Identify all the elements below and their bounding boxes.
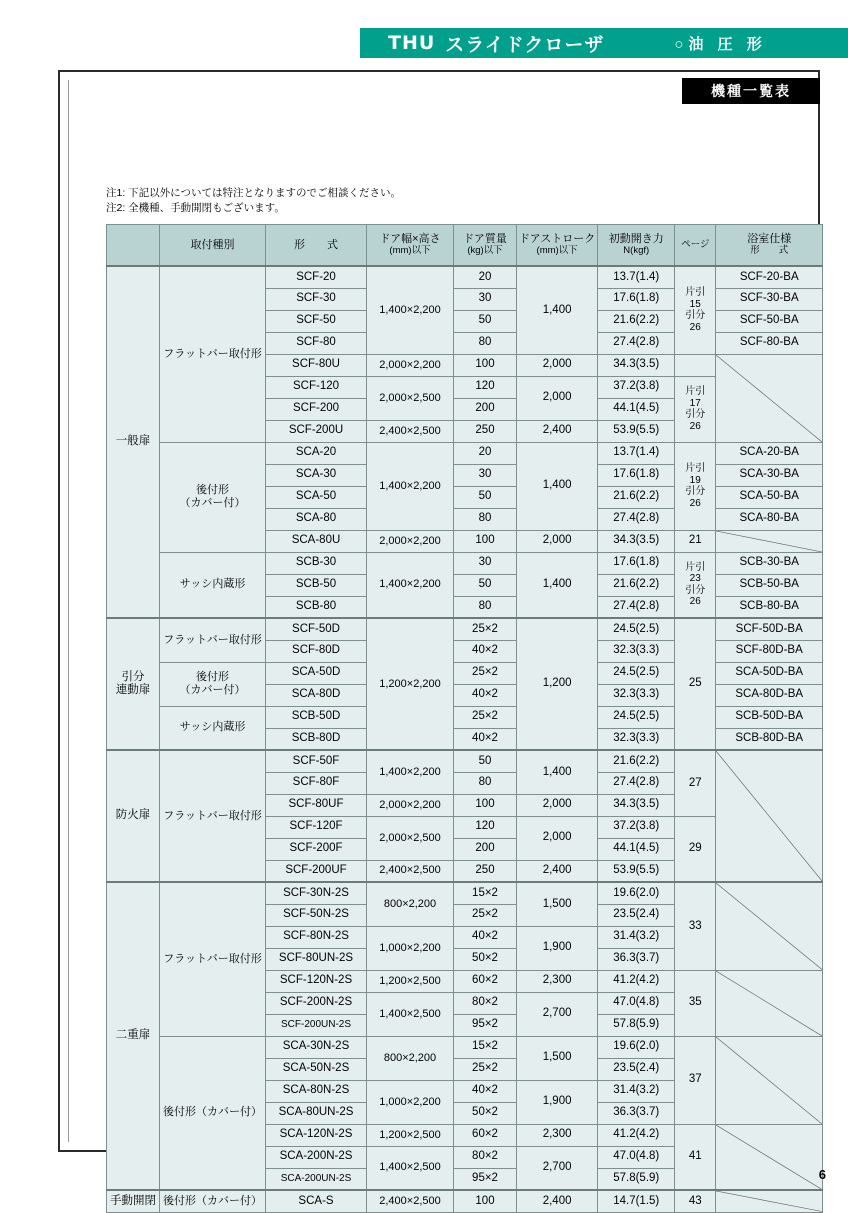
opening-force-value: 32.3(3.3) — [598, 684, 675, 706]
opening-force-value: 57.8(5.9) — [598, 1168, 675, 1190]
model-code: SCF-200 — [266, 398, 367, 420]
model-code: SCF-80 — [266, 332, 367, 354]
door-stroke-value: 1,400 — [517, 266, 598, 354]
page-reference: 35 — [675, 970, 716, 1036]
table-row — [107, 618, 823, 640]
model-code: SCA-30N-2S — [266, 1036, 367, 1058]
door-size-value: 1,400×2,200 — [367, 442, 454, 530]
opening-force-value: 21.6(2.2) — [598, 750, 675, 772]
bath-spec-model: SCF-30-BA — [716, 288, 823, 310]
model-code: SCA-30 — [266, 464, 367, 486]
mount-type-label: 後付形 （カバー付） — [160, 442, 266, 552]
opening-force-value: 44.1(4.5) — [598, 398, 675, 420]
model-code: SCA-50N-2S — [266, 1058, 367, 1080]
bath-spec-model: SCB-50-BA — [716, 574, 823, 596]
hydraulic-type-label: ○油 圧 形 — [674, 35, 767, 53]
bath-spec-model: SCF-80D-BA — [716, 640, 823, 662]
door-size-value: 2,000×2,200 — [367, 794, 454, 816]
door-size-value: 1,400×2,200 — [367, 750, 454, 794]
opening-force-value: 24.5(2.5) — [598, 706, 675, 728]
bath-spec-model: SCA-50D-BA — [716, 662, 823, 684]
door-size-value: 1,200×2,500 — [367, 1124, 454, 1146]
opening-force-value: 13.7(1.4) — [598, 266, 675, 288]
door-size-value: 1,000×2,200 — [367, 1080, 454, 1124]
page-reference: 37 — [675, 1036, 716, 1124]
page-reference: 27 — [675, 750, 716, 816]
door-mass-value: 25×2 — [454, 1058, 517, 1080]
door-mass-value: 25×2 — [454, 662, 517, 684]
header-door-size-main: ドア幅×高さ — [379, 233, 441, 246]
door-mass-value: 95×2 — [454, 1014, 517, 1036]
header-stroke — [517, 225, 598, 267]
table-row — [107, 750, 823, 772]
page-reference: 29 — [675, 816, 716, 882]
mount-type-label: 後付形（カバー付） — [160, 1190, 266, 1212]
door-size-value: 2,000×2,200 — [367, 354, 454, 376]
model-code: SCA-50D — [266, 662, 367, 684]
table-row — [107, 1036, 823, 1058]
bath-spec-model: SCF-20-BA — [716, 266, 823, 288]
header-force-sub: N(kgf) — [623, 244, 650, 256]
model-code: SCF-50N-2S — [266, 904, 367, 926]
door-size-value: 2,000×2,200 — [367, 530, 454, 552]
header-stroke-main: ドアストローク — [519, 233, 596, 246]
header-bath-sub: 形 式 — [750, 244, 789, 256]
door-mass-value: 25×2 — [454, 618, 517, 640]
page-reference: 21 — [675, 530, 716, 552]
header-stroke-sub: (mm)以下 — [536, 244, 578, 256]
model-code: SCF-50F — [266, 750, 367, 772]
door-size-value: 2,400×2,500 — [367, 860, 454, 882]
model-code: SCF-80N-2S — [266, 926, 367, 948]
opening-force-value: 27.4(2.8) — [598, 596, 675, 618]
bath-spec-not-available — [716, 882, 823, 970]
brand-banner — [360, 28, 848, 58]
door-mass-value: 50 — [454, 310, 517, 332]
opening-force-value: 23.5(2.4) — [598, 1058, 675, 1080]
door-mass-value: 40×2 — [454, 728, 517, 750]
model-code: SCB-50D — [266, 706, 367, 728]
header-force — [598, 225, 675, 267]
opening-force-value: 17.6(1.8) — [598, 288, 675, 310]
header-door-mass-main: ドア質量 — [463, 233, 507, 246]
opening-force-value: 41.2(4.2) — [598, 970, 675, 992]
bath-spec-not-available — [716, 750, 823, 882]
door-size-value: 1,400×2,500 — [367, 992, 454, 1036]
model-code: SCF-120 — [266, 376, 367, 398]
thu-logo: THU — [388, 32, 436, 54]
bath-spec-model: SCB-80-BA — [716, 596, 823, 618]
page-reference: 片引 19 引分 26 — [675, 442, 716, 530]
door-mass-value: 120 — [454, 816, 517, 838]
model-code: SCA-S — [266, 1190, 367, 1212]
page-number: 6 — [818, 1167, 826, 1182]
opening-force-value: 27.4(2.8) — [598, 332, 675, 354]
model-code: SCA-80D — [266, 684, 367, 706]
opening-force-value: 53.9(5.5) — [598, 420, 675, 442]
door-stroke-value: 1,400 — [517, 442, 598, 530]
opening-force-value: 21.6(2.2) — [598, 574, 675, 596]
door-mass-value: 80 — [454, 772, 517, 794]
category-label: 二重扉 — [107, 882, 160, 1190]
door-mass-value: 60×2 — [454, 1124, 517, 1146]
mount-type-label: 後付形 （カバー付） — [160, 662, 266, 706]
opening-force-value: 19.6(2.0) — [598, 1036, 675, 1058]
bath-spec-model: SCA-30-BA — [716, 464, 823, 486]
door-stroke-value: 2,400 — [517, 1190, 598, 1212]
door-mass-value: 50 — [454, 486, 517, 508]
door-stroke-value: 1,200 — [517, 618, 598, 750]
door-mass-value: 40×2 — [454, 684, 517, 706]
door-stroke-value: 2,000 — [517, 530, 598, 552]
bath-spec-model: SCA-80-BA — [716, 508, 823, 530]
door-mass-value: 80 — [454, 596, 517, 618]
door-mass-value: 80×2 — [454, 1146, 517, 1168]
table-row — [107, 662, 823, 684]
opening-force-value: 34.3(3.5) — [598, 530, 675, 552]
table-row — [107, 552, 823, 574]
page-reference: 33 — [675, 882, 716, 970]
table-row — [107, 266, 823, 288]
door-size-value: 800×2,200 — [367, 1036, 454, 1080]
table-row — [107, 442, 823, 464]
opening-force-value: 23.5(2.4) — [598, 904, 675, 926]
door-stroke-value: 2,000 — [517, 376, 598, 420]
model-code: SCF-200UN-2S — [266, 1014, 367, 1036]
door-stroke-value: 1,900 — [517, 926, 598, 970]
bath-spec-model: SCB-30-BA — [716, 552, 823, 574]
table-row — [107, 706, 823, 728]
model-code: SCF-200U — [266, 420, 367, 442]
bath-spec-model: SCF-80-BA — [716, 332, 823, 354]
door-stroke-value: 2,300 — [517, 1124, 598, 1146]
page-reference: 41 — [675, 1124, 716, 1190]
category-label: 引分 連動扉 — [107, 618, 160, 750]
opening-force-value: 36.3(3.7) — [598, 948, 675, 970]
bath-spec-not-available — [716, 354, 823, 442]
door-mass-value: 15×2 — [454, 1036, 517, 1058]
opening-force-value: 17.6(1.8) — [598, 552, 675, 574]
door-mass-value: 30 — [454, 288, 517, 310]
door-mass-value: 60×2 — [454, 970, 517, 992]
door-mass-value: 80 — [454, 332, 517, 354]
model-code: SCB-80 — [266, 596, 367, 618]
header-door-mass — [454, 225, 517, 267]
header-door-size-sub: (mm)以下 — [389, 244, 431, 256]
door-mass-value: 40×2 — [454, 926, 517, 948]
door-mass-value: 250 — [454, 860, 517, 882]
page-reference: 25 — [675, 618, 716, 750]
door-stroke-value: 2,000 — [517, 354, 598, 376]
model-code: SCA-120N-2S — [266, 1124, 367, 1146]
opening-force-value: 37.2(3.8) — [598, 816, 675, 838]
model-code: SCF-200UF — [266, 860, 367, 882]
door-stroke-value: 2,400 — [517, 860, 598, 882]
opening-force-value: 41.2(4.2) — [598, 1124, 675, 1146]
door-mass-value: 40×2 — [454, 640, 517, 662]
opening-force-value: 34.3(3.5) — [598, 354, 675, 376]
opening-force-value: 21.6(2.2) — [598, 310, 675, 332]
door-mass-value: 20 — [454, 266, 517, 288]
door-stroke-value: 2,300 — [517, 970, 598, 992]
page-reference: 片引 23 引分 26 — [675, 552, 716, 618]
door-stroke-value: 1,500 — [517, 882, 598, 926]
bath-spec-model: SCA-50-BA — [716, 486, 823, 508]
door-mass-value: 100 — [454, 354, 517, 376]
header-page — [675, 225, 716, 267]
opening-force-value: 47.0(4.8) — [598, 1146, 675, 1168]
mount-type-label: サッシ内蔵形 — [160, 552, 266, 618]
model-spec-table — [106, 224, 823, 1213]
table-header-row — [107, 225, 823, 267]
mount-type-label: 後付形（カバー付） — [160, 1036, 266, 1190]
page-reference — [675, 354, 716, 376]
opening-force-value: 17.6(1.8) — [598, 464, 675, 486]
door-mass-value: 30 — [454, 552, 517, 574]
door-mass-value: 25×2 — [454, 706, 517, 728]
model-code: SCA-80UN-2S — [266, 1102, 367, 1124]
door-mass-value: 120 — [454, 376, 517, 398]
opening-force-value: 57.8(5.9) — [598, 1014, 675, 1036]
model-code: SCB-80D — [266, 728, 367, 750]
opening-force-value: 32.3(3.3) — [598, 640, 675, 662]
model-code: SCF-80D — [266, 640, 367, 662]
door-mass-value: 100 — [454, 794, 517, 816]
mount-type-label: フラットバー取付形 — [160, 882, 266, 1036]
notes-block — [106, 186, 401, 216]
table-header — [107, 225, 823, 267]
opening-force-value: 53.9(5.5) — [598, 860, 675, 882]
opening-force-value: 21.6(2.2) — [598, 486, 675, 508]
table-body — [107, 266, 823, 1212]
door-stroke-value: 1,900 — [517, 1080, 598, 1124]
door-mass-value: 80 — [454, 508, 517, 530]
door-mass-value: 15×2 — [454, 882, 517, 904]
door-stroke-value: 2,000 — [517, 794, 598, 816]
bath-spec-model: SCA-80D-BA — [716, 684, 823, 706]
mount-type-label: フラットバー取付形 — [160, 266, 266, 442]
door-size-value: 1,200×2,500 — [367, 970, 454, 992]
header-category — [107, 225, 160, 267]
category-label: 一般扉 — [107, 266, 160, 618]
door-size-value: 1,400×2,200 — [367, 266, 454, 354]
opening-force-value: 13.7(1.4) — [598, 442, 675, 464]
opening-force-value: 24.5(2.5) — [598, 662, 675, 684]
model-code: SCF-50 — [266, 310, 367, 332]
model-code: SCF-120N-2S — [266, 970, 367, 992]
opening-force-value: 37.2(3.8) — [598, 376, 675, 398]
model-code: SCF-80U — [266, 354, 367, 376]
mount-type-label: フラットバー取付形 — [160, 618, 266, 662]
section-title-tab — [682, 78, 820, 104]
model-code: SCF-200N-2S — [266, 992, 367, 1014]
opening-force-value: 27.4(2.8) — [598, 508, 675, 530]
header-bath-spec — [716, 225, 823, 267]
opening-force-value: 36.3(3.7) — [598, 1102, 675, 1124]
model-code: SCF-80UF — [266, 794, 367, 816]
bath-spec-model: SCA-20-BA — [716, 442, 823, 464]
door-mass-value: 50 — [454, 574, 517, 596]
door-mass-value: 40×2 — [454, 1080, 517, 1102]
door-mass-value: 100 — [454, 530, 517, 552]
opening-force-value: 32.3(3.3) — [598, 728, 675, 750]
door-size-value: 800×2,200 — [367, 882, 454, 926]
model-code: SCF-30 — [266, 288, 367, 310]
door-size-value: 2,000×2,500 — [367, 816, 454, 860]
opening-force-value: 34.3(3.5) — [598, 794, 675, 816]
door-size-value: 1,200×2,200 — [367, 618, 454, 750]
door-stroke-value: 1,500 — [517, 1036, 598, 1080]
door-mass-value: 200 — [454, 398, 517, 420]
product-brand-name: スライドクローザ — [445, 34, 605, 56]
door-size-value: 2,400×2,500 — [367, 420, 454, 442]
model-code: SCA-80 — [266, 508, 367, 530]
opening-force-value: 31.4(3.2) — [598, 926, 675, 948]
section-title-label: 機種一覧表 — [711, 83, 791, 99]
opening-force-value: 27.4(2.8) — [598, 772, 675, 794]
door-mass-value: 95×2 — [454, 1168, 517, 1190]
page-reference: 43 — [675, 1190, 716, 1212]
door-stroke-value: 2,000 — [517, 816, 598, 860]
door-stroke-value: 1,400 — [517, 552, 598, 618]
bath-spec-model: SCF-50D-BA — [716, 618, 823, 640]
page-reference: 片引 15 引分 26 — [675, 266, 716, 354]
opening-force-value: 47.0(4.8) — [598, 992, 675, 1014]
model-code: SCF-120F — [266, 816, 367, 838]
header-door-mass-sub: (kg)以下 — [467, 244, 503, 256]
door-stroke-value: 2,700 — [517, 1146, 598, 1190]
door-mass-value: 50×2 — [454, 1102, 517, 1124]
model-code: SCF-30N-2S — [266, 882, 367, 904]
model-code: SCA-80N-2S — [266, 1080, 367, 1102]
note-2: 注2: 全機種、手動開閉もございます。 — [106, 202, 285, 214]
door-mass-value: 50×2 — [454, 948, 517, 970]
door-mass-value: 100 — [454, 1190, 517, 1212]
header-door-size — [367, 225, 454, 267]
category-label: 防火扉 — [107, 750, 160, 882]
door-mass-value: 20 — [454, 442, 517, 464]
category-label: 手動開閉 — [107, 1190, 160, 1212]
header-bath-main: 浴室仕様 — [747, 233, 792, 246]
bath-spec-model: SCF-50-BA — [716, 310, 823, 332]
model-code: SCF-20 — [266, 266, 367, 288]
note-1: 注1: 下記以外については特注となりますのでご相談ください。 — [106, 187, 401, 199]
bath-spec-not-available — [716, 1124, 823, 1190]
door-size-value: 1,000×2,200 — [367, 926, 454, 970]
door-size-value: 1,400×2,200 — [367, 552, 454, 618]
bath-spec-model: SCB-80D-BA — [716, 728, 823, 750]
door-size-value: 1,400×2,500 — [367, 1146, 454, 1190]
door-mass-value: 50 — [454, 750, 517, 772]
table-row — [107, 882, 823, 904]
door-mass-value: 30 — [454, 464, 517, 486]
door-stroke-value: 2,700 — [517, 992, 598, 1036]
door-stroke-value: 2,400 — [517, 420, 598, 442]
model-code: SCB-50 — [266, 574, 367, 596]
header-page-label: ページ — [681, 238, 710, 250]
door-mass-value: 200 — [454, 838, 517, 860]
model-code: SCF-80UN-2S — [266, 948, 367, 970]
model-code: SCF-50D — [266, 618, 367, 640]
model-code: SCA-80U — [266, 530, 367, 552]
model-code: SCF-200F — [266, 838, 367, 860]
door-mass-value: 80×2 — [454, 992, 517, 1014]
door-stroke-value: 1,400 — [517, 750, 598, 794]
bath-spec-not-available — [716, 1036, 823, 1124]
bath-spec-not-available — [716, 970, 823, 1036]
model-code: SCA-50 — [266, 486, 367, 508]
opening-force-value: 19.6(2.0) — [598, 882, 675, 904]
door-size-value: 2,000×2,500 — [367, 376, 454, 420]
header-force-main: 初動開き力 — [608, 233, 664, 246]
bath-spec-not-available — [716, 1190, 823, 1212]
mount-type-label: フラットバー取付形 — [160, 750, 266, 882]
bath-spec-not-available — [716, 530, 823, 552]
door-size-value: 2,400×2,500 — [367, 1190, 454, 1212]
model-code: SCA-200UN-2S — [266, 1168, 367, 1190]
bath-spec-model: SCB-50D-BA — [716, 706, 823, 728]
header-mount-type: 取付種別 — [160, 225, 266, 267]
mount-type-label: サッシ内蔵形 — [160, 706, 266, 750]
model-code: SCB-30 — [266, 552, 367, 574]
opening-force-value: 14.7(1.5) — [598, 1190, 675, 1212]
opening-force-value: 44.1(4.5) — [598, 838, 675, 860]
model-code: SCA-200N-2S — [266, 1146, 367, 1168]
table-row — [107, 1190, 823, 1212]
header-model: 形 式 — [266, 225, 367, 267]
model-code: SCA-20 — [266, 442, 367, 464]
opening-force-value: 24.5(2.5) — [598, 618, 675, 640]
opening-force-value: 31.4(3.2) — [598, 1080, 675, 1102]
page-reference: 片引 17 引分 26 — [675, 376, 716, 442]
door-mass-value: 25×2 — [454, 904, 517, 926]
model-code: SCF-80F — [266, 772, 367, 794]
door-mass-value: 250 — [454, 420, 517, 442]
